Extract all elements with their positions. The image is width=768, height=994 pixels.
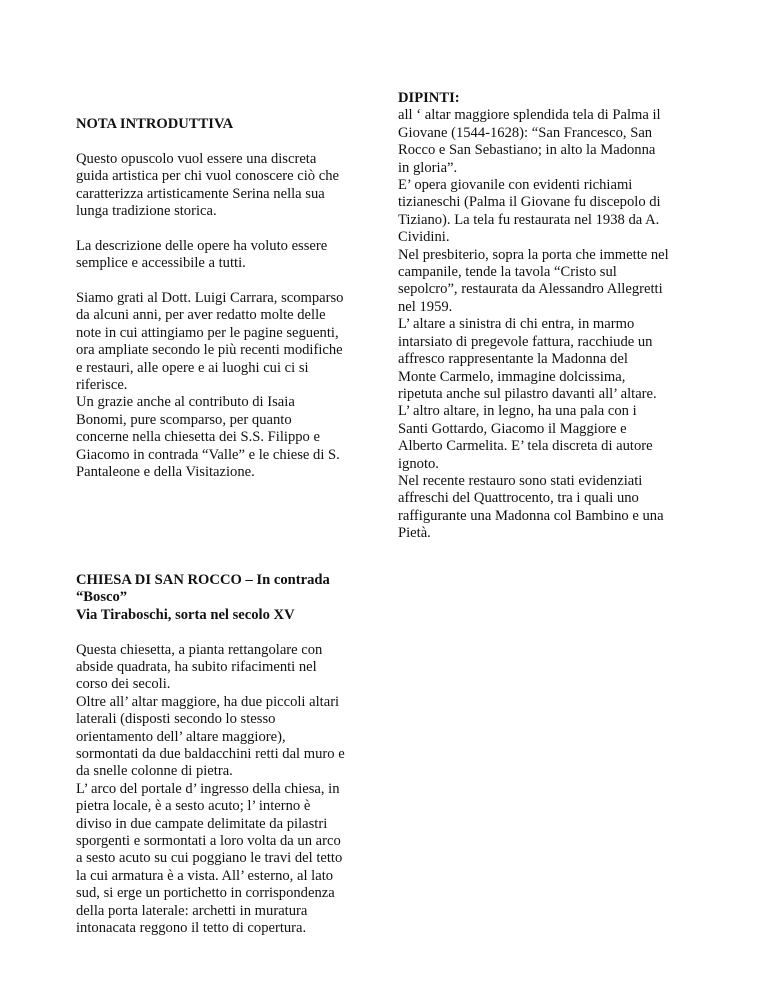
- spacer: [76, 133, 376, 150]
- chiesa-san-rocco-section: [76, 572, 376, 938]
- spacer: [76, 624, 376, 641]
- dipinti-paragraph: all ‘ altar maggiore splendida tela di Palma il Giovane (1544-1628): “San Francesco, San Rocco e San Sebastiano; in alto la Madonna in gloria”. E’ opera giovanile con evidenti richiami tizianeschi (Palma il Giovane fu discepolo di Tiziano). La tela fu restaurata nel 1938 da A. Cividini. Nel presbiterio, sopra la porta che immette nel campanile, tende la tavola “Cristo sul sepolcro”, restaurata da Alessandro Allegretti nel 1959. L’ altare a sinistra di chi entra, in marmo intarsiato di pregevole fattura, racchiude un affresco rappresentante la Madonna del Monte Carmelo, immagine dolcissima, ripetuta anche sul pilastro davanti all’ altare. L’ altro altare, in legno, ha una pala con i Santi Gottardo, Giacomo il Maggiore e Alberto Carmelita. E’ tela discreta di autore ignoto. Nel recente restauro sono stati evidenziati affreschi del Quattrocento, tra i quali uno raffigurante una Madonna col Bambino e una Pietà.: [398, 107, 669, 542]
- spacer: [76, 220, 376, 237]
- chiesa-san-rocco-heading: CHIESA DI SAN ROCCO – In contrada “Bosco” Via Tiraboschi, sorta nel secolo XV: [76, 572, 330, 623]
- nota-paragraph-2: La descrizione delle opere ha voluto essere semplice e accessibile a tutti.: [76, 237, 328, 272]
- spacer: [76, 273, 376, 290]
- nota-introduttiva-heading: NOTA INTRODUTTIVA: [76, 116, 234, 132]
- nota-paragraph-3: Siamo grati al Dott. Luigi Carrara, scomparso da alcuni anni, per aver redatto molte delle note in cui attingiamo per le pagine seguenti, ora ampliate secondo le più recenti modifiche e restauri, alle opere e ai luoghi cui ci si riferisce. Un grazie anche al contributo di Isaia Bonomi, pure scomparso, per quanto concerne nella chiesetta dei S.S. Filippo e Giacomo in contrada “Valle” e le chiese di S. Pantaleone e della Visitazione.: [76, 290, 344, 481]
- nota-introduttiva-section: [76, 116, 376, 481]
- dipinti-section: [398, 90, 703, 543]
- dipinti-heading: DIPINTI:: [398, 90, 460, 106]
- nota-paragraph-1: Questo opuscolo vuol essere una discreta guida artistica per chi vuol conoscere ciò che caratterizza artisticamente Serina nella sua lunga tradizione storica.: [76, 150, 339, 220]
- chiesa-paragraph: Questa chiesetta, a pianta rettangolare con abside quadrata, ha subito rifacimenti nel corso dei secoli. Oltre all’ altar maggiore, ha due piccoli altari laterali (disposti secondo lo stesso orientamento dell’ altare maggiore), sormontati da due baldacchini retti dal muro e da snelle colonne di pietra. L’ arco del portale d’ ingresso della chiesa, in pietra locale, è a sesto acuto; l’ interno è diviso in due campate delimitate da pilastri sporgenti e sormontati a loro volta da un arco a sesto acuto su cui poggiano le travi del tetto la cui armatura è a vista. All’ esterno, al lato sud, si erge un portichetto in corrispondenza della porta laterale: archetti in muratura intonacata reggono il tetto di copertura.: [76, 641, 345, 937]
